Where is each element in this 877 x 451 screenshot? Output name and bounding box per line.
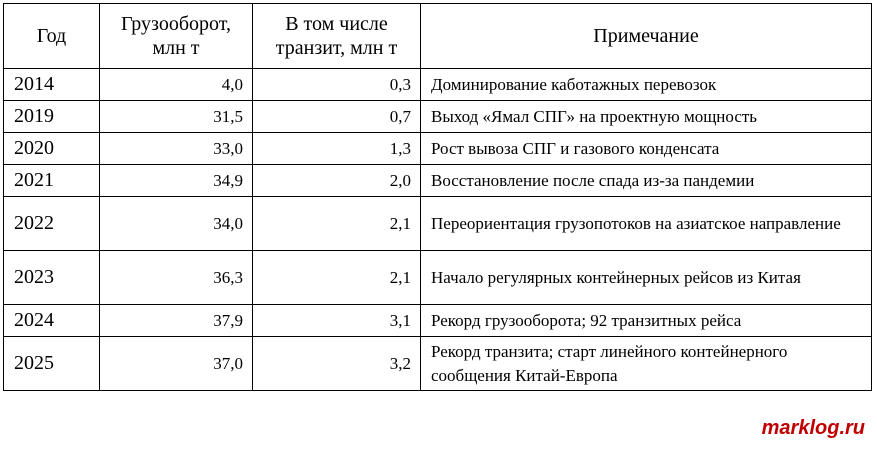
cell-note: Переориентация грузопотоков на азиатское направление [421,197,872,251]
table-row [4,133,872,165]
cell-cargo: 37,9 [100,305,253,337]
data-table [3,3,872,391]
cell-cargo: 34,0 [100,197,253,251]
table-row [4,197,872,251]
cell-transit: 3,1 [253,305,421,337]
cell-cargo: 4,0 [100,69,253,101]
marklog-watermark: marklog.ru [761,417,865,439]
table-row [4,305,872,337]
cell-transit: 3,2 [253,337,421,391]
cell-transit: 1,3 [253,133,421,165]
table-row [4,69,872,101]
cell-transit: 0,3 [253,69,421,101]
cell-year: 2022 [4,197,100,251]
table-row [4,165,872,197]
cell-cargo: 33,0 [100,133,253,165]
cell-year: 2023 [4,251,100,305]
header-year: Год [4,4,100,69]
table-header-row [4,4,872,69]
cell-transit: 2,1 [253,197,421,251]
cell-year: 2021 [4,165,100,197]
cell-note: Начало регулярных контейнерных рейсов из Китая [421,251,872,305]
header-note: Примечание [421,4,872,69]
cell-note: Выход «Ямал СПГ» на проектную мощность [421,101,872,133]
cell-transit: 2,1 [253,251,421,305]
cell-transit: 0,7 [253,101,421,133]
cell-note: Рекорд грузооборота; 92 транзитных рейса [421,305,872,337]
table-row [4,337,872,391]
cell-transit: 2,0 [253,165,421,197]
header-transit: В том числе транзит, млн т [253,4,421,69]
cell-note: Рекорд транзита; старт линейного контейнерного сообщения Китай-Европа [421,337,872,391]
cell-note: Рост вывоза СПГ и газового конденсата [421,133,872,165]
cell-year: 2014 [4,69,100,101]
cell-cargo: 36,3 [100,251,253,305]
cell-year: 2020 [4,133,100,165]
table-row [4,101,872,133]
cell-cargo: 37,0 [100,337,253,391]
header-cargo-turnover: Грузооборот, млн т [100,4,253,69]
cell-year: 2019 [4,101,100,133]
cell-year: 2025 [4,337,100,391]
cell-note: Восстановление после спада из-за пандемии [421,165,872,197]
cell-note: Доминирование каботажных перевозок [421,69,872,101]
table-row [4,251,872,305]
cell-year: 2024 [4,305,100,337]
cell-cargo: 31,5 [100,101,253,133]
cell-cargo: 34,9 [100,165,253,197]
